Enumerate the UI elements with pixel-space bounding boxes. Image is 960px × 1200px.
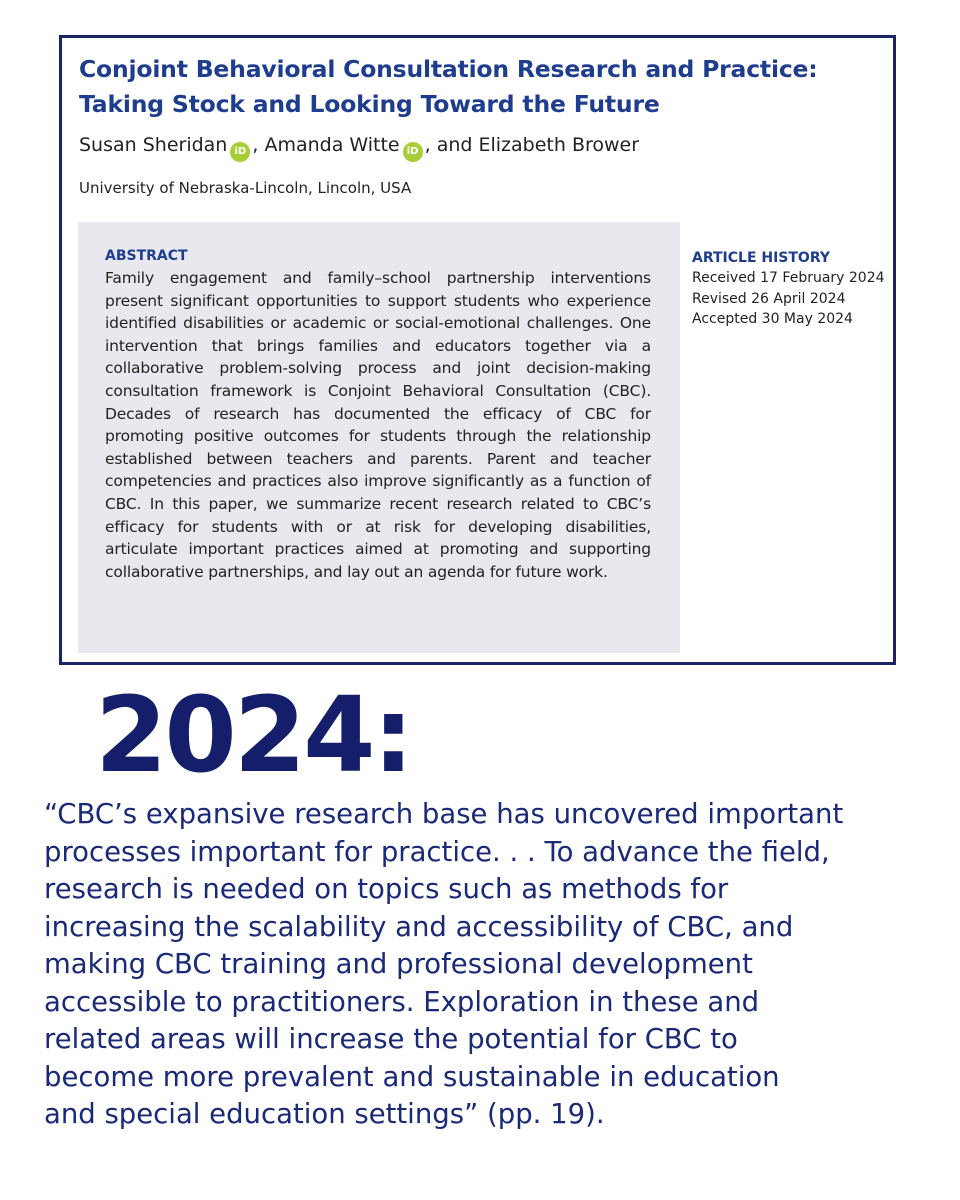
quote-line: related areas will increase the potential for CBC to (44, 1023, 738, 1055)
abstract-heading: ABSTRACT (105, 248, 188, 264)
quote-line: increasing the scalability and accessibility of CBC, and (44, 910, 794, 943)
author-name: Amanda Witte (264, 134, 400, 156)
received-date: Received 17 February 2024 (692, 270, 885, 286)
orcid-icon: iD (403, 142, 423, 162)
abstract-box (78, 222, 680, 653)
quote-text (44, 796, 944, 1134)
quote-line: processes important for practice. . . To advance the field, (44, 835, 830, 868)
quote-line: making CBC training and professional development (44, 948, 753, 980)
paper-header-screenshot (59, 35, 896, 665)
orcid-icon: iD (230, 142, 250, 162)
revised-date: Revised 26 April 2024 (692, 290, 846, 307)
abstract-text: Family engagement and family–school partnership interventions present significant opportunities to support students who experience identified disabilities or academic or social-emotional challenges. One intervention that brings families and educators together via a collaborative problem-solving process and joint decision-making consultation framework is Conjoint Behavioral Consultation (CBC). Decades of research has documented the efficacy of CBC for promoting positive outcomes for students through the relationship established between teachers and parents. Parent and teacher competencies and practices also improve significantly as a function of CBC. In this paper, we summarize recent research related to CBC’s efficacy for students with or at risk for developing disabilities, articulate important practices aimed at promoting and supporting collaborative partnerships, and lay out an agenda for future work. (105, 269, 651, 581)
quote-line: and special education settings” (pp. 19). (44, 1098, 605, 1130)
author-name: , and Elizabeth Brower (424, 134, 640, 156)
paper-title-line: Taking Stock and Looking Toward the Future (79, 90, 660, 118)
author-list (79, 134, 639, 162)
paper-title (79, 52, 879, 122)
affiliation: University of Nebraska-Lincoln, Lincoln, USA (79, 179, 412, 197)
author-name: Susan Sheridan (79, 134, 228, 156)
paper-title-line: Conjoint Behavioral Consultation Research and Practice: (79, 55, 818, 83)
quote-line: accessible to practitioners. Exploration in these and (44, 985, 760, 1018)
quote-line: “CBC’s expansive research base has uncovered important (44, 798, 844, 830)
quote-line: research is needed on topics such as methods for (44, 873, 729, 905)
quote-line: become more prevalent and sustainable in education (44, 1060, 780, 1093)
accepted-date: Accepted 30 May 2024 (692, 311, 853, 327)
article-history-heading: ARTICLE HISTORY (692, 250, 830, 266)
author-separator: , (252, 134, 259, 156)
article-history (692, 248, 885, 330)
year-heading: 2024: (95, 674, 412, 796)
